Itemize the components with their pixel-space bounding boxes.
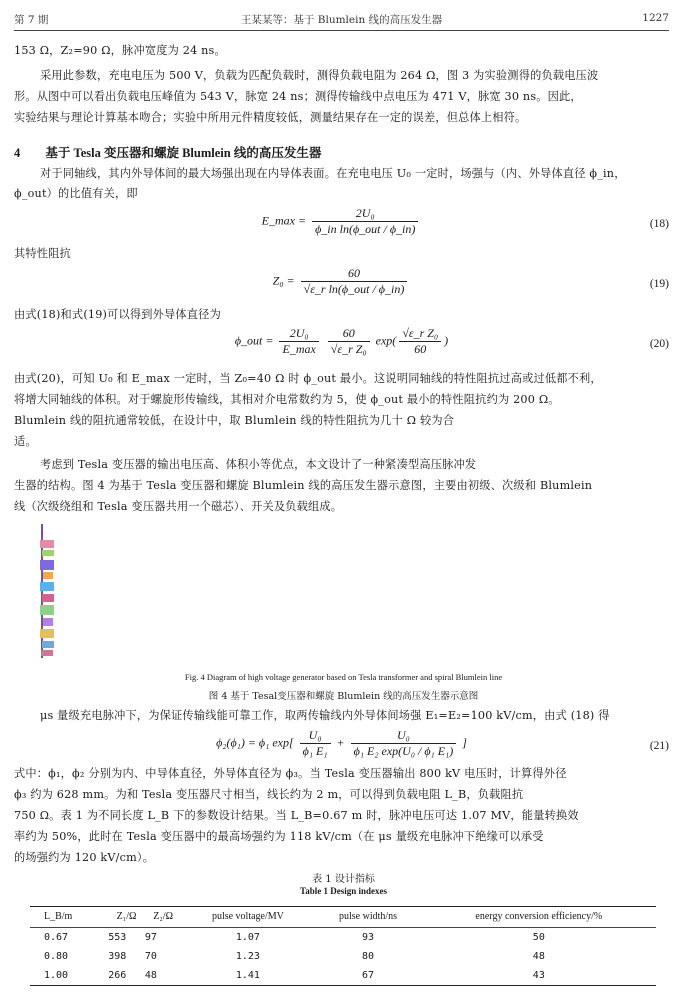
table-caption-zh: 表 1 设计指标 <box>312 874 375 885</box>
text-line: 适。 <box>14 435 37 448</box>
col-header: L_B/m <box>30 907 108 928</box>
text-line: 式中：ϕ₁，ϕ₂ 分别为内、中导体直径，外导体直径为 ϕ₃。当 Tesla 变压器输出 800 kV 电压时，计算得外径 <box>14 767 567 780</box>
table-cell: 50 <box>532 932 545 943</box>
table-cell: 1.41 <box>181 966 314 986</box>
col-header: pulse width/ns <box>314 907 421 928</box>
table-cell: 553 <box>108 932 127 943</box>
text-line: 考虑到 Tesla 变压器的输出电压高、体积小等优点，本文设计了一种紧凑型高压脉冲发 <box>40 458 477 471</box>
table-cell: 70 <box>144 951 157 962</box>
text-line: μs 量级充电脉冲下，为保证传输线能可靠工作，取两传输线内外导体间场强 E₁=E₂=100 kV/cm，由式 (18) 得 <box>40 709 610 722</box>
text-line: 由式(20)，可知 U₀ 和 E_max 一定时，当 Z₀=40 Ω 时 ϕ_out 最小。这说明同轴线的特性阻抗过高或过低都不利， <box>14 372 602 385</box>
table-caption-en: Table 1 Design indexes <box>300 886 387 896</box>
equation-number: (19) <box>649 278 669 290</box>
text-line: 实验结果与理论计算基本吻合；实验中所用元件精度较低，测量结果存在一定的误差，但总体上相符。 <box>14 111 527 124</box>
table-cell: 0.80 <box>44 951 69 962</box>
running-header <box>14 12 669 28</box>
table-cell: 1.00 <box>30 966 108 986</box>
section-number: 4 <box>14 146 21 160</box>
col-header: Z₂/Ω <box>145 907 182 928</box>
table-header-row <box>30 907 656 928</box>
equation-number: (21) <box>649 740 669 752</box>
eq-denominator: ϕ_in ln(ϕ_out / ϕ_in) <box>315 222 416 236</box>
eq-numerator: 2U₀ <box>312 206 418 222</box>
text-line: ϕ_out）的比值有关，即 <box>14 187 138 200</box>
text-line: 率约为 50%，此时在 Tesla 变压器中的最高场强约为 118 kV/cm（在 μs 量级充电脉冲下绝缘可以承受 <box>14 830 544 843</box>
table-cell: 48 <box>145 966 182 986</box>
text-line: 将增大同轴线的体积。对于螺旋形传输线，其相对介电常数约为 5，使 ϕ_out 最小的特性阻抗约为 200 Ω。 <box>14 393 560 406</box>
table-cell: 0.67 <box>44 932 69 943</box>
equation-21: ϕ₂(ϕ₁) = ϕ₁ exp[ $\frac{\text{U₀}}{\text{ϕ₁ E₁}}$ + $\frac{\text{U₀}}{\text{ϕ₁ E₂ exp(U₀ / ϕ₁ E₁)}}$ ] (21) <box>216 728 669 758</box>
col-header: energy conversion efficiency/% <box>422 907 656 928</box>
eq-lhs: Z₀ = <box>272 273 295 288</box>
eq-lhs: ϕ₂(ϕ₁) = ϕ₁ exp[ <box>216 735 294 750</box>
table-cell: 80 <box>361 951 375 962</box>
text-line: 采用此参数，充电电压为 500 V，负载为匹配负载时，测得负载电阻为 264 Ω，图 3 为实验测得的负载电压波 <box>40 69 599 82</box>
text-line: 形。从图中可以看出负载电压峰值为 543 V，脉宽 24 ns；测得传输线中点电压为 471 V，脉宽 30 ns。因此， <box>14 90 582 103</box>
eq-numerator: 60 <box>301 266 408 282</box>
figure-caption-en: Fig. 4 Diagram of high voltage generator based on Tesla transformer and spiral Blumlein line <box>184 672 503 682</box>
running-title: 王某某等：基于 Blumlein 线的高压发生器 <box>240 14 443 26</box>
figure-caption-zh: 图 4 基于 Tesal变压器和螺旋 Blumlein 线的高压发生器示意图 <box>208 691 479 702</box>
text-line: 750 Ω。表 1 为不同长度 L_B 下的参数设计结果。当 L_B=0.67 m 时，脉冲电压可达 1.07 MV，能量转换效 <box>14 809 579 822</box>
eq-lhs: E_max = <box>261 213 307 228</box>
table-cell: 398 <box>108 951 127 962</box>
equation-20: ϕ_out = $\frac{\text{2U₀}}{E\_\max}$ $\frac{60}{\text{√ε\_r Z₀}}$ exp( $\frac{\text{√ε\_r Z₀}}{60}$ ) (20) <box>234 326 669 356</box>
text-line: ϕ₃ 约为 628 mm。为和 Tesla 变压器尺寸相当，线长约为 2 m，可以得到负载电阻 L_B，负载阻抗 <box>14 788 524 801</box>
text-line: 其特性阻抗 <box>14 247 71 260</box>
col-header: pulse voltage/MV <box>181 907 314 928</box>
text-line: 线（次级绕组和 Tesla 变压器共用一个磁芯）、开关及负载组成。 <box>14 500 343 513</box>
design-indexes-table <box>30 906 656 986</box>
page-number: 1227 <box>642 12 669 24</box>
col-header: Z₁/Ω <box>108 907 145 928</box>
table-row <box>30 947 656 966</box>
table-cell: 1.23 <box>235 951 260 962</box>
table-cell: 93 <box>361 932 375 943</box>
text-line: Blumlein 线的阻抗通常较低，在设计中，取 Blumlein 线的特性阻抗为几十 Ω 较为合 <box>14 414 455 427</box>
header-rule <box>14 30 669 31</box>
eq-lhs: ϕ_out = <box>234 333 274 348</box>
table-row <box>30 966 656 986</box>
table-cell: 48 <box>532 951 545 962</box>
text-line: 由式(18)和式(19)可以得到外导体直径为 <box>14 308 221 321</box>
section-title: 基于 Tesla 变压器和螺旋 Blumlein 线的高压发生器 <box>45 146 322 160</box>
text-line: 的场强约为 120 kV/cm）。 <box>14 851 155 864</box>
eq-denominator: √ε_r ln(ϕ_out / ϕ_in) <box>303 282 405 296</box>
table-cell: 1.07 <box>235 932 260 943</box>
table-cell: 266 <box>108 966 145 986</box>
figure-4-diagram <box>38 522 56 660</box>
table-cell: 97 <box>144 932 157 943</box>
equation-number: (20) <box>649 338 669 350</box>
issue-label: 第 7 期 <box>14 14 49 26</box>
text-line: 生器的结构。图 4 为基于 Tesla 变压器和螺旋 Blumlein 线的高压发生器示意图，主要由初级、次级和 Blumlein <box>14 479 593 492</box>
table-cell: 43 <box>422 966 656 986</box>
equation-18 <box>14 206 669 246</box>
table-cell: 67 <box>314 966 421 986</box>
table-row <box>30 928 656 948</box>
section-heading <box>14 143 321 161</box>
text-line: 153 Ω，Z₂=90 Ω，脉冲宽度为 24 ns。 <box>14 44 226 57</box>
equation-19 <box>14 266 669 306</box>
text-line: 对于同轴线，其内外导体间的最大场强出现在内导体表面。在充电电压 U₀ 一定时，场强与（内、外导体直径 ϕ_in， <box>40 167 626 180</box>
equation-number: (18) <box>649 218 669 230</box>
